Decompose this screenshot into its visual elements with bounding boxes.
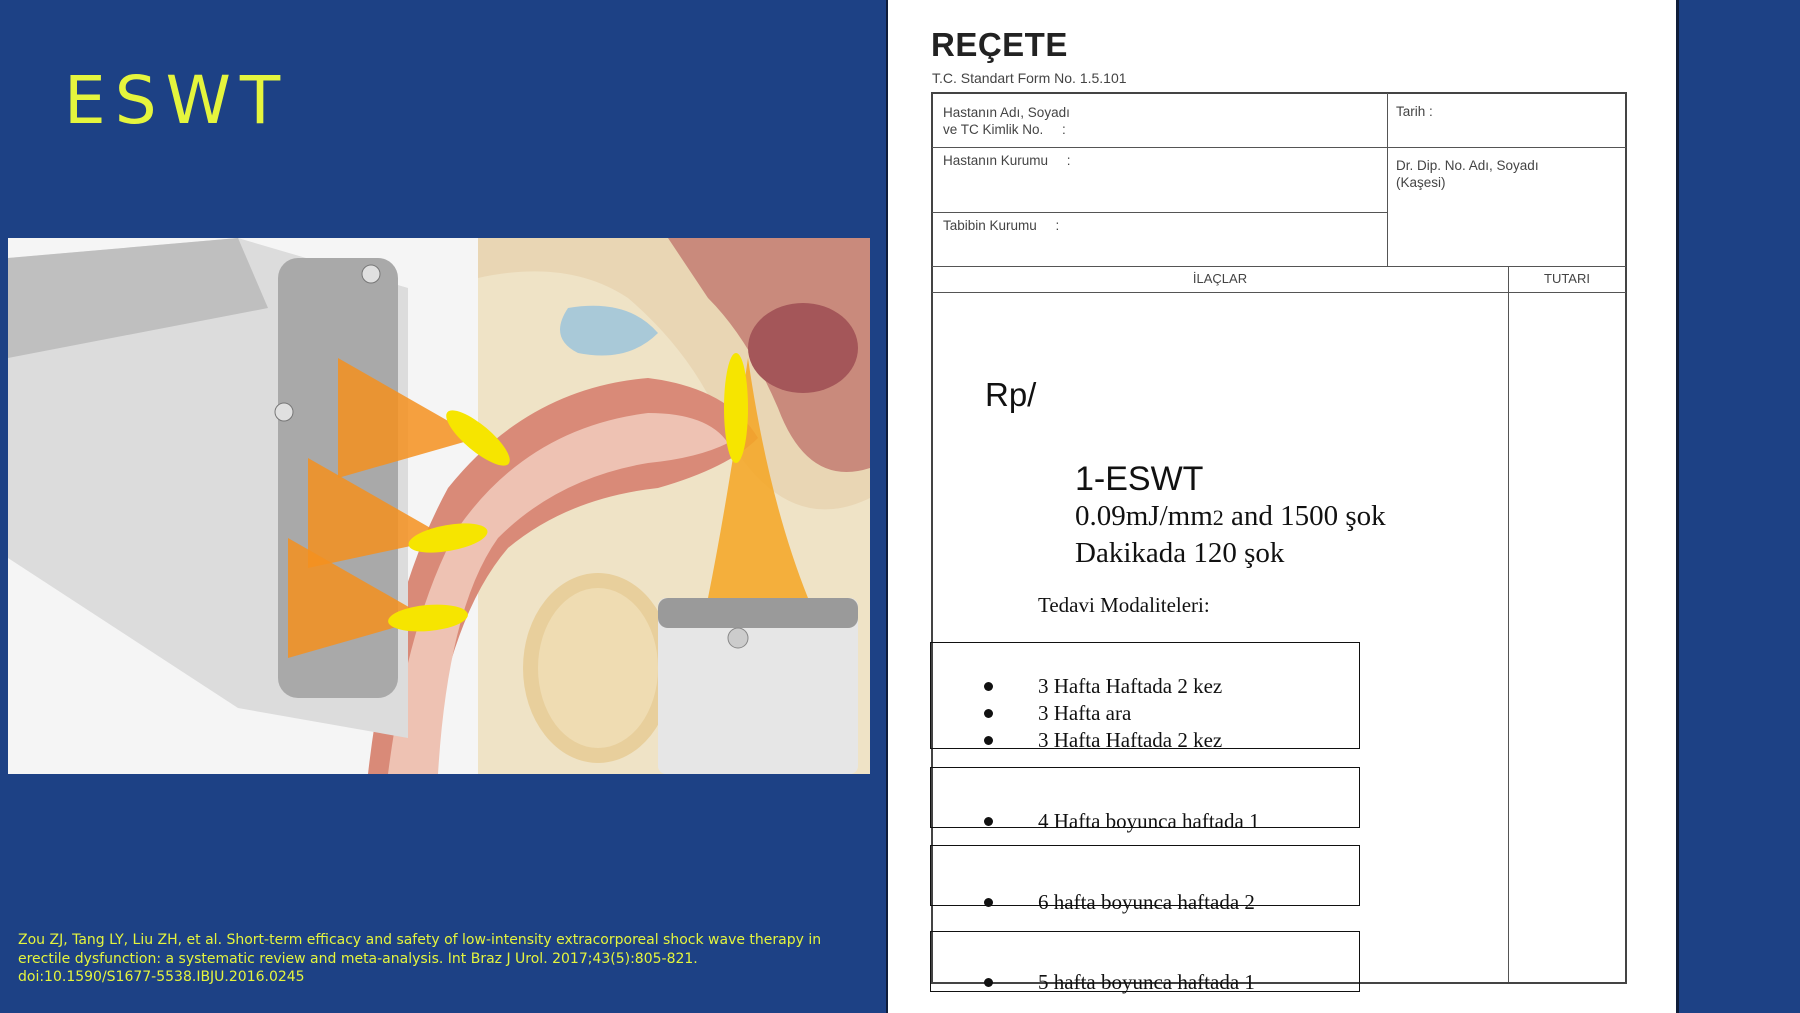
slide-title: ESWT (64, 62, 290, 139)
modality-item: 3 Hafta Haftada 2 kez (1038, 674, 1223, 698)
modality-item: 3 Hafta ara (1038, 701, 1132, 725)
eswt-anatomy-image (8, 238, 870, 774)
form-divider (932, 147, 1387, 148)
modality-item: 6 hafta boyunca haftada 2 (1038, 890, 1255, 914)
dose-prefix: 0.09mJ/mm (1075, 500, 1213, 532)
modality-item: 4 Hafta boyunca haftada 1 (1038, 809, 1260, 833)
doctor-stamp-label: (Kaşesi) (1396, 175, 1446, 190)
modality-item: 3 Hafta Haftada 2 kez (1038, 728, 1223, 752)
eswt-illustration (8, 238, 870, 774)
bullet-icon (984, 682, 993, 691)
prescription-header: REÇETE (931, 26, 1068, 63)
prescription-right-edge (1676, 0, 1679, 1013)
form-divider (1387, 147, 1626, 148)
drug-name: 1-ESWT (1075, 460, 1204, 498)
bullet-icon (984, 978, 993, 987)
bullet-icon (984, 709, 993, 718)
patient-name-label: Hastanın Adı, Soyadı (943, 105, 1070, 120)
citation-tail: 2017;43(5):805-821. doi:10.1590/S1677-5538.IBJU.2016.0245 (18, 950, 698, 985)
physician-institution-label: Tabibin Kurumu : (943, 218, 1060, 233)
patient-institution-label: Hastanın Kurumu : (943, 153, 1071, 168)
form-divider (1508, 266, 1509, 982)
dose-text (1075, 500, 1386, 533)
doctor-name-label: Dr. Dip. No. Adı, Soyadı (1396, 158, 1539, 173)
form-divider (932, 266, 1626, 267)
form-divider (932, 212, 1387, 213)
dose-sub: 2 (1212, 505, 1224, 530)
drugs-column-header: İLAÇLAR (1192, 271, 1248, 286)
amount-column-header: TUTARI (1544, 271, 1590, 286)
modalities-title: Tedavi Modaliteleri: (1038, 593, 1210, 617)
bullet-icon (984, 817, 993, 826)
modality-item: 5 hafta boyunca haftada 1 (1038, 970, 1255, 994)
form-divider (1387, 93, 1388, 266)
patient-id-label: ve TC Kimlik No. : (943, 122, 1066, 137)
citation (18, 931, 838, 987)
date-label: Tarih : (1396, 104, 1433, 119)
bullet-icon (984, 736, 993, 745)
dose-suffix: and 1500 şok (1223, 500, 1386, 532)
form-number: T.C. Standart Form No. 1.5.101 (932, 70, 1127, 86)
citation-journal: Int Braz J Urol. (447, 950, 548, 967)
citation-main: Zou ZJ, Tang LY, Liu ZH, et al. Short-term efficacy and safety of low-intensity extracorporeal shock wave therapy in erectile dysfunction: a systematic review and meta-analysis. (18, 932, 822, 967)
form-divider (932, 292, 1626, 293)
bullet-icon (984, 898, 993, 907)
rp-label: Rp/ (985, 376, 1037, 413)
rate-text: Dakikada 120 şok (1075, 537, 1285, 569)
